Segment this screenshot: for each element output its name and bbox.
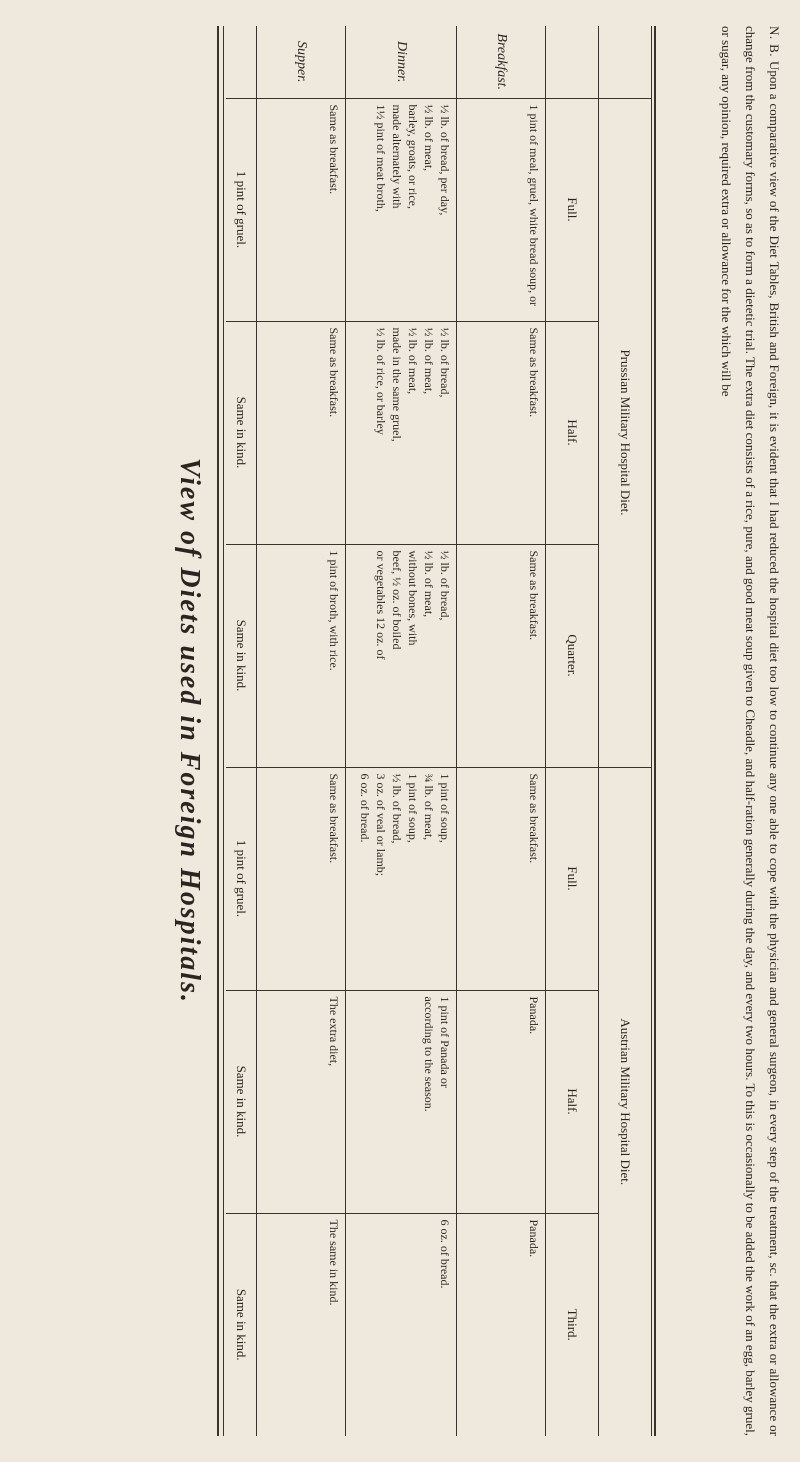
diet-table (226, 26, 651, 1436)
col-header: Full. (546, 98, 599, 321)
table-cell (257, 321, 346, 544)
meal-label: Breakfast. (457, 26, 546, 98)
cell-line: ½ lb. of meat, (406, 327, 420, 395)
cell-line: 6 oz. of bread. (438, 1219, 452, 1289)
cell-line: Same as breakfast. (527, 550, 541, 641)
column-header-row (546, 26, 599, 1436)
table-cell (457, 321, 546, 544)
table-cell (346, 767, 457, 990)
cell-line: 3 oz. of veal or lamb; (374, 773, 388, 877)
col-header: Half. (546, 990, 599, 1213)
table-cell (257, 990, 346, 1213)
table-cell (257, 98, 346, 321)
cell-line: or vegetables 12 oz. of (374, 550, 388, 660)
cell-line: Same as breakfast. (527, 327, 541, 418)
table-cell (257, 1213, 346, 1436)
bottom-rule (217, 26, 219, 1436)
cell-line: without bones, with (406, 550, 420, 646)
cell-line: 1 pint of Panada or (438, 996, 452, 1088)
table-cell (346, 990, 457, 1213)
table-row (346, 26, 457, 1436)
table-cell (346, 98, 457, 321)
footnote-label: N. B. (767, 26, 782, 57)
scale-cell: 1 pint of gruel. (226, 98, 257, 321)
section-header-row (599, 26, 652, 1436)
cell-line: 1 pint of broth, with rice. (327, 550, 341, 671)
austrian-header: Austrian Military Hospital Diet. (599, 767, 652, 1436)
top-rule (654, 26, 656, 1436)
cell-line: The same in kind. (327, 1219, 341, 1306)
top-rule-thin (651, 26, 652, 1436)
scale-cell: Same in kind. (226, 990, 257, 1213)
scale-label (226, 26, 257, 98)
cell-line: ½ lb. of rice, or barley (374, 327, 388, 435)
col-header: Half. (546, 321, 599, 544)
cell-line: ½ lb. of meat, (422, 104, 436, 172)
meal-col-header (546, 26, 599, 98)
table-cell (457, 1213, 546, 1436)
prussian-header: Prussian Military Hospital Diet. (599, 98, 652, 767)
cell-line: Same as breakfast. (327, 327, 341, 418)
footnote (660, 26, 786, 1436)
cell-line: made alternately with (390, 104, 404, 209)
table-cell (457, 990, 546, 1213)
scale-cell: 1 pint of gruel. (226, 767, 257, 990)
cell-line: ½ lb. of bread, (438, 327, 452, 398)
cell-line: 1½ pint of meat broth, (374, 104, 388, 212)
table-cell (457, 544, 546, 767)
cell-line: ½ lb. of bread, (438, 550, 452, 621)
table-cell (346, 1213, 457, 1436)
col-header: Third. (546, 1213, 599, 1436)
cell-line: according to the season. (422, 996, 436, 1112)
col-header: Quarter. (546, 544, 599, 767)
table-row (457, 26, 546, 1436)
table-cell (257, 767, 346, 990)
meal-label: Dinner. (346, 26, 457, 98)
table-cell (346, 544, 457, 767)
cell-line: Same as breakfast. (527, 773, 541, 864)
cell-line: Same as breakfast. (327, 773, 341, 864)
cell-line: ½ lb. of meat, (422, 327, 436, 395)
cell-line: barley, groats, or rice, (406, 104, 420, 210)
table-cell (457, 98, 546, 321)
table-cell (457, 767, 546, 990)
page-title: View of Diets used in Foreign Hospitals. (174, 458, 205, 1004)
cell-line: ¾ lb. of meat, (422, 773, 436, 841)
cell-line: 6 oz. of bread. (358, 773, 372, 843)
cell-line: ½ lb. of bread, per day, (438, 104, 452, 216)
table-body (226, 26, 546, 1436)
cell-line: Same as breakfast. (327, 104, 341, 195)
meal-header (599, 26, 652, 98)
cell-line: beef, ½ oz. of boiled (390, 550, 404, 650)
cell-line: 1 pint of soup, (438, 773, 452, 843)
table-cell (346, 321, 457, 544)
table-row (257, 26, 346, 1436)
cell-line: ½ lb. of bread, (390, 773, 404, 844)
scale-cell: Same in kind. (226, 321, 257, 544)
scale-cell: Same in kind. (226, 1213, 257, 1436)
cell-line: made in the same gruel, (390, 327, 404, 442)
footnote-text: Upon a comparative view of the Diet Tables, British and Foreign, it is evident that I had reduced the hospital diet too low to continue any one able to cope with the physician and general surgeon, in every step of the treatment, sc. that the extra or allowance or change from the customary forms, so as to form a dietetic trial. The extra diet consists of a rice, pure, and good meat soup given to Cheadle, and half-ration generally during the day, and every two hours. To this is occasionally to be added the work of an egg, barley gruel, or sugar, any opinion, required extra or allowance for the which will be (719, 26, 782, 1436)
cell-line: 1 pint of meal, gruel, white bread soup, or (527, 104, 541, 307)
cell-line: Panada. (527, 1219, 541, 1258)
cell-line: 1 pint of soup, (406, 773, 420, 843)
col-header: Full. (546, 767, 599, 990)
cell-line: The extra diet, (327, 996, 341, 1067)
scale-cell: Same in kind. (226, 544, 257, 767)
cell-line: ½ lb. of meat, (422, 550, 436, 618)
bottom-rule-thin (223, 26, 224, 1436)
table-cell (257, 544, 346, 767)
cell-line: Panada. (527, 996, 541, 1035)
scale-row (226, 26, 257, 1436)
meal-label: Supper. (257, 26, 346, 98)
